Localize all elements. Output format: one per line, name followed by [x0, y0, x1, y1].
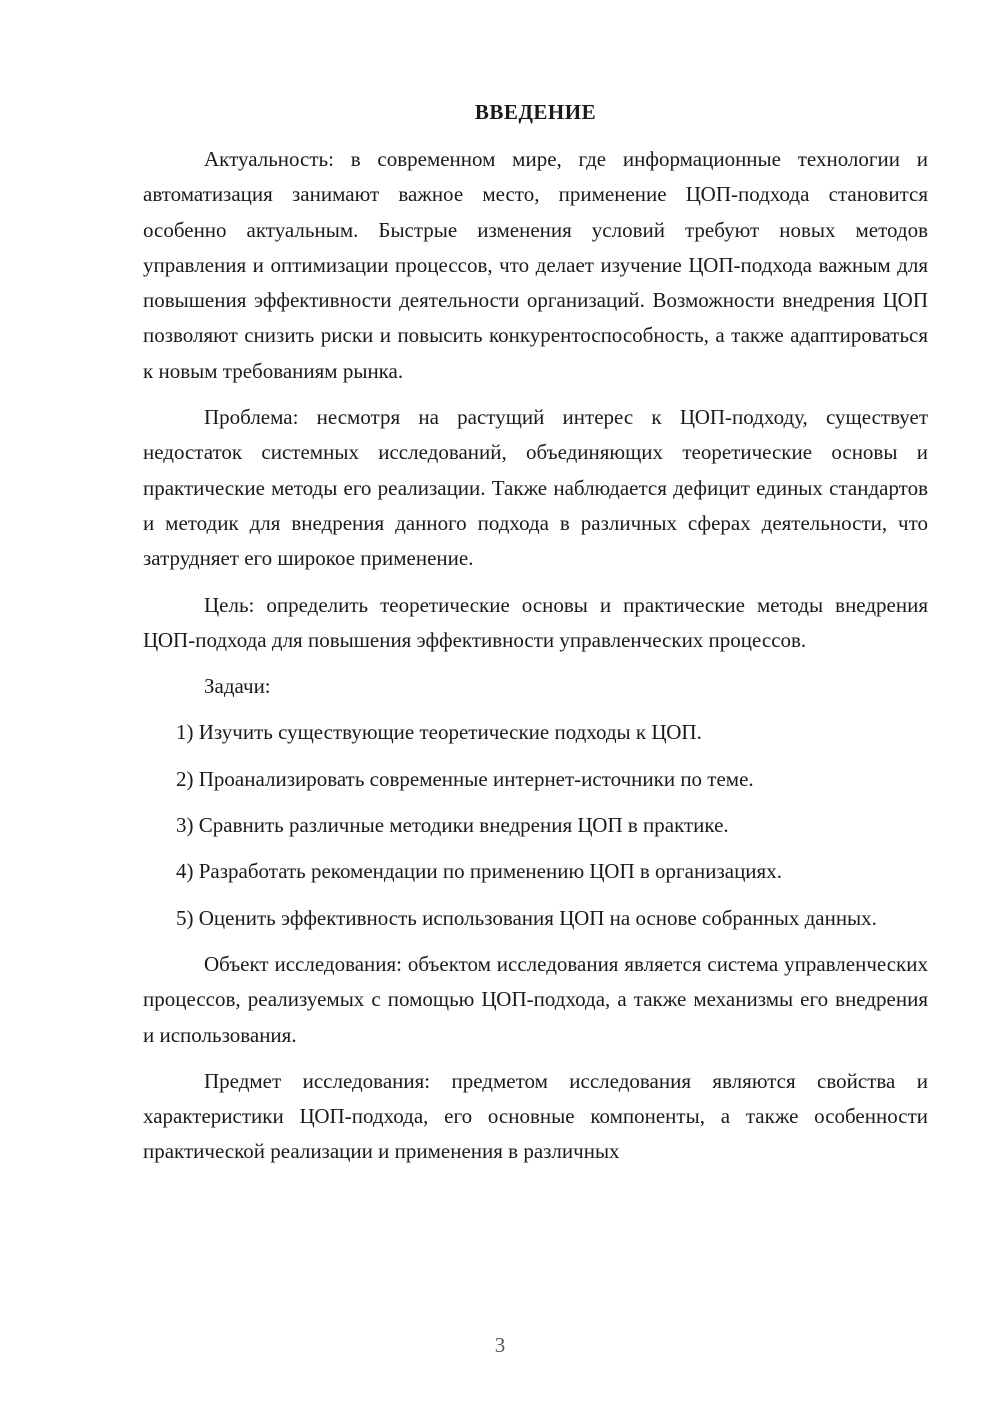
- relevance-paragraph: Актуальность: в современном мире, где информационные технологии и автоматизация занимают важное место, применение ЦОП-подхода становится особенно актуальным. Быстрые изменения условий требуют новых методов управления и оптимизации процессов, что делает изучение ЦОП-подхода важным для повышения эффективности деятельности организаций. Возможности внедрения ЦОП позволяют снизить риски и повысить конкурентоспособность, а также адаптироваться к новым требованиям рынка.: [143, 147, 928, 383]
- section-title: ВВЕДЕНИЕ: [474, 100, 597, 124]
- goal-paragraph: Цель: определить теоретические основы и практические методы внедрения ЦОП-подхода для повышения эффективности управленческих процессов.: [143, 592, 928, 652]
- tasks-heading: Задачи:: [204, 674, 271, 699]
- object-paragraph: Объект исследования: объектом исследования является система управленческих процессов, реализуемых с помощью ЦОП-подхода, а также механизмы его внедрения и использования.: [143, 951, 928, 1047]
- task-item: 2) Проанализировать современные интернет-источники по теме.: [176, 766, 754, 791]
- subject-paragraph: Предмет исследования: предметом исследования являются свойства и характеристики ЦОП-подхода, его основные компоненты, а также особенности практической реализации и применения в различных: [143, 1068, 928, 1164]
- task-item: 5) Оценить эффективность использования ЦОП на основе собранных данных.: [176, 905, 877, 930]
- task-item: 1) Изучить существующие теоретические подходы к ЦОП.: [176, 720, 702, 745]
- document-body: [143, 95, 928, 1181]
- page-number: 3: [494, 1333, 506, 1357]
- problem-paragraph: Проблема: несмотря на растущий интерес к ЦОП-подходу, существует недостаток системных исследований, объединяющих теоретические основы и практические методы его реализации. Также наблюдается дефицит единых стандартов и методик для внедрения данного подхода в различных сферах деятельности, что затрудняет его широкое применение.: [143, 405, 928, 571]
- task-item: 3) Сравнить различные методики внедрения ЦОП в практике.: [176, 813, 729, 838]
- task-item: 4) Разработать рекомендации по применению ЦОП в организациях.: [176, 859, 782, 884]
